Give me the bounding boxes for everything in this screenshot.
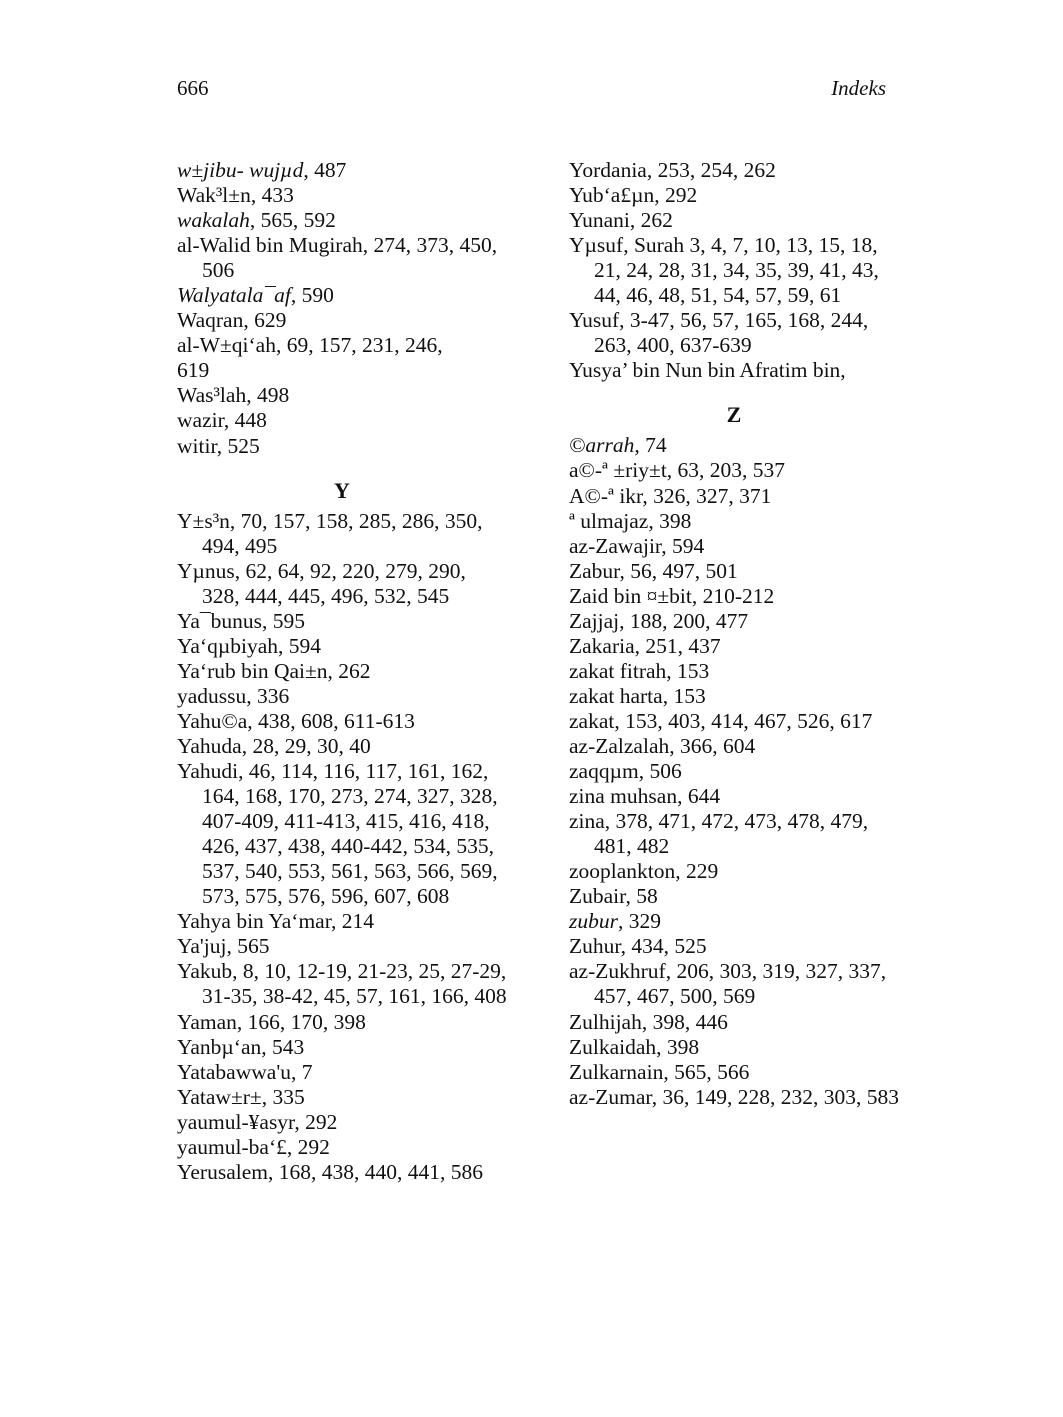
index-term: al-Walid bin Mugirah, 274, 373, 450, 506 [177, 233, 498, 283]
index-entry [569, 1085, 899, 1110]
index-entry [569, 734, 899, 759]
page-number: 666 [177, 76, 209, 100]
index-term: zina muhsan, 644 [569, 784, 721, 809]
index-entry [569, 534, 899, 559]
index-entry: Yµsuf, Surah 3, 4, 7, 10, 13, 15, 18, 21, 24, 28, 31, 34, 35, 39, 41, 43, 44, 46, 48, 51, 54, 57, 59, 61 [569, 233, 879, 308]
index-column-right [569, 158, 899, 1110]
index-entry [569, 884, 899, 909]
index-entry [569, 433, 899, 458]
index-entry [569, 509, 899, 534]
index-term: ©arrah [569, 433, 635, 458]
index-entry [569, 934, 899, 959]
index-entry: yaumul-ba‘£, 292 [177, 1134, 330, 1159]
index-pages: , 487 [303, 158, 347, 182]
z-entries [569, 433, 899, 1109]
index-term: Wak³l±n, 433 [177, 183, 294, 208]
index-pages: , 590 [290, 283, 334, 308]
index-term: Zaid bin ¤±bit, 210-212 [569, 583, 775, 608]
index-term: az-Zukhruf, 206, 303, 319, 327, 337, 457, 467, 500, 569 [569, 959, 887, 1009]
index-term: ª ulmajaz, 398 [569, 508, 692, 533]
index-pages: , 565, 592 [249, 208, 336, 233]
index-entry [177, 333, 507, 358]
index-entry [177, 308, 507, 333]
index-entry: Yahu©a, 438, 608, 611-613 [177, 708, 415, 733]
index-entry: Yusya’ bin Nun bin Afratim bin, [569, 358, 846, 383]
index-entry: Yusuf, 3-47, 56, 57, 165, 168, 244, 263, 400, 637-639 [569, 308, 869, 358]
index-entry [177, 233, 507, 283]
index-entry [569, 909, 899, 934]
index-entry [177, 283, 507, 308]
running-title: Indeks [831, 76, 886, 100]
index-entry: Ya‘qµbiyah, 594 [177, 633, 321, 658]
index-term: zakat, 153, 403, 414, 467, 526, 617 [569, 708, 873, 733]
index-term: al-W±qi‘ah, 69, 157, 231, 246, [177, 333, 443, 358]
w-entries [177, 158, 507, 459]
index-entry: Yahya bin Ya‘mar, 214 [177, 909, 375, 934]
index-entry [177, 208, 507, 233]
index-entry [569, 1060, 899, 1085]
index-entry: Yakub, 8, 10, 12-19, 21-23, 25, 27-29, 31-35, 38-42, 45, 57, 161, 166, 408 [177, 959, 507, 1009]
index-term: Was³lah, 498 [177, 383, 290, 408]
index-entry [569, 458, 899, 483]
index-entry: Y±s³n, 70, 157, 158, 285, 286, 350, 494, 495 [177, 508, 483, 558]
index-term: Walyatala¯af [177, 283, 291, 308]
index-term: zubur [569, 909, 618, 934]
index-entry: Yahudi, 46, 114, 116, 117, 161, 162, 164, 168, 170, 273, 274, 327, 328, 407-409, 411-413, 415, 416, 418, 426, 437, 438, 440-442, 534, 535, 537, 540, 553, 561, 563, 566, 569, 573, 575, 576, 596, 607, 608 [177, 759, 498, 909]
index-entry [569, 609, 899, 634]
index-term: az-Zalzalah, 366, 604 [569, 733, 756, 758]
index-entry: Ya¯bunus, 595 [177, 608, 306, 633]
index-entry [177, 383, 507, 408]
index-term: Zakaria, 251, 437 [569, 633, 721, 658]
index-term: wazir, 448 [177, 408, 267, 433]
index-entry: Yerusalem, 168, 438, 440, 441, 586 [177, 1159, 483, 1184]
index-term: az-Zawajir, 594 [569, 533, 705, 558]
section-heading-y: Y [334, 477, 350, 503]
index-entry [569, 859, 899, 884]
index-entry: Yataw±r±, 335 [177, 1084, 305, 1109]
index-entry: yaumul-¥asyr, 292 [177, 1109, 338, 1134]
index-entry: Yanbµ‘an, 543 [177, 1034, 305, 1059]
index-entry [177, 158, 507, 183]
index-entry [177, 183, 507, 208]
index-entry: Yub‘a£µn, 292 [569, 183, 698, 208]
index-entry [569, 759, 899, 784]
index-entry [569, 959, 899, 1009]
index-entry [177, 408, 507, 433]
index-term: a©-ª ±riy±t, 63, 203, 537 [569, 458, 786, 483]
index-term: witir, 525 [177, 433, 260, 458]
index-term: A©-ª ikr, 326, 327, 371 [569, 483, 772, 508]
index-term: zakat harta, 153 [569, 683, 706, 708]
index-entry: Ya‘rub bin Qai±n, 262 [177, 658, 371, 683]
index-column-left [177, 158, 507, 1185]
index-term: az-Zumar, 36, 149, 228, 232, 303, 583 [569, 1084, 899, 1109]
index-entry: Ya'juj, 565 [177, 934, 270, 959]
index-term: zooplankton, 229 [569, 859, 719, 884]
index-entry: Yatabawwa'u, 7 [177, 1059, 313, 1084]
index-term: Waqran, 629 [177, 308, 287, 333]
index-pages: , 329 [617, 909, 661, 934]
index-entry [569, 559, 899, 584]
index-entry [569, 484, 899, 509]
index-entry [569, 684, 899, 709]
index-entry: Yµnus, 62, 64, 92, 220, 279, 290, 328, 444, 445, 496, 532, 545 [177, 558, 466, 608]
index-entry: yadussu, 336 [177, 683, 290, 708]
index-term: zakat fitrah, 153 [569, 658, 710, 683]
index-term: Zulhijah, 398, 446 [569, 1009, 728, 1034]
index-entry [177, 358, 507, 383]
index-entry [569, 659, 899, 684]
y-entries-right [569, 158, 899, 383]
index-entry [569, 1035, 899, 1060]
index-entry: Yaman, 166, 170, 398 [177, 1009, 366, 1034]
index-term: Zubair, 58 [569, 884, 658, 909]
index-term: Zuhur, 434, 525 [569, 934, 707, 959]
index-entry [569, 1010, 899, 1035]
index-term: 619 [177, 358, 210, 383]
index-term: Zajjaj, 188, 200, 477 [569, 608, 749, 633]
index-entry: Yordania, 253, 254, 262 [569, 158, 776, 182]
index-entry [569, 809, 899, 859]
index-term: zaqqµm, 506 [569, 759, 682, 784]
index-term: Zulkaidah, 398 [569, 1034, 700, 1059]
index-entry [569, 709, 899, 734]
index-entry: Yunani, 262 [569, 208, 673, 233]
index-entry [569, 584, 899, 609]
index-term: zina, 378, 471, 472, 473, 478, 479, 481, 482 [569, 809, 869, 859]
index-pages: , 74 [634, 433, 667, 458]
y-entries-left [177, 509, 507, 1185]
index-entry [569, 784, 899, 809]
index-term: w±jibu- wujµd [177, 158, 304, 182]
index-entry [177, 434, 507, 459]
index-entry: Yahuda, 28, 29, 30, 40 [177, 733, 371, 758]
index-entry [569, 634, 899, 659]
index-term: wakalah [177, 208, 250, 233]
section-heading-z: Z [726, 402, 742, 428]
index-term: Zulkarnain, 565, 566 [569, 1059, 750, 1084]
index-term: Zabur, 56, 497, 501 [569, 558, 738, 583]
